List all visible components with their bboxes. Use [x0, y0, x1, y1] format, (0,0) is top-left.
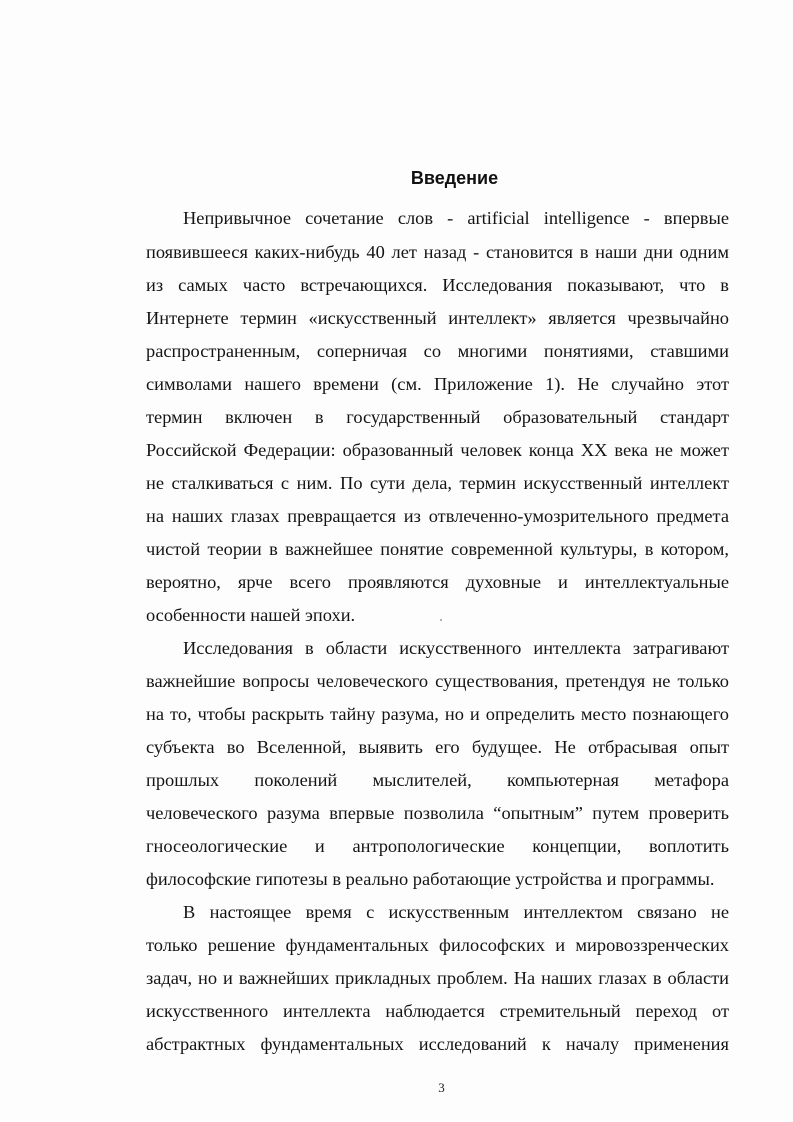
text-line: задач, но и важнейших прикладных проблем. На наших глазах в области — [146, 968, 729, 988]
text-line: Российской Федерации: образованный человек конца XX века не может — [146, 440, 729, 460]
text-line: термин включен в государственный образовательный стандарт — [146, 407, 729, 427]
scan-speck — [440, 619, 442, 621]
text-line: только решение фундаментальных философских и мировоззренческих — [146, 935, 729, 955]
text-line: прошлых поколений мыслителей, компьютерная метафора — [146, 770, 729, 790]
text-line: на наших глазах превращается из отвлеченно-умозрительного предмета — [146, 506, 729, 526]
text-line: философские гипотезы в реально работающие устройства и программы. — [146, 869, 715, 889]
text-line: появившееся каких-нибудь 40 лет назад - становится в наши дни одним — [146, 242, 729, 262]
page-number: 3 — [438, 1080, 445, 1095]
text-line: вероятно, ярче всего проявляются духовные и интеллектуальные — [146, 572, 729, 592]
text-line: на то, чтобы раскрыть тайну разума, но и определить место познающего — [146, 704, 729, 724]
text-line: символами нашего времени (см. Приложение 1). Не случайно этот — [146, 374, 729, 394]
text-line: Непривычное сочетание слов - artificial intelligence - впервые — [183, 208, 729, 228]
text-line: важнейшие вопросы человеческого существования, претендуя не только — [146, 671, 729, 691]
text-line: из самых часто встречающихся. Исследования показывают, что в — [146, 275, 729, 295]
text-line: Интернете термин «искусственный интеллект» является чрезвычайно — [146, 308, 729, 328]
text-line: распространенным, соперничая со многими понятиями, ставшими — [146, 341, 729, 361]
text-line: В настоящее время с искусственным интеллектом связано не — [183, 902, 729, 922]
text-line: гносеологические и антропологические концепции, воплотить — [146, 836, 729, 856]
text-line: человеческого разума впервые позволила “опытным” путем проверить — [146, 803, 729, 823]
text-line: субъекта во Вселенной, выявить его будущее. Не отбрасывая опыт — [146, 737, 729, 757]
text-line: особенности нашей эпохи. — [146, 605, 356, 625]
text-line: не сталкиваться с ним. По сути дела, термин искусственный интеллект — [146, 473, 729, 493]
text-line: чистой теории в важнейшее понятие современной культуры, в котором, — [146, 539, 729, 559]
text-line: искусственного интеллекта наблюдается стремительный переход от — [146, 1001, 729, 1021]
text-line: Исследования в области искусственного интеллекта затрагивают — [183, 638, 729, 658]
section-heading: Введение — [410, 168, 499, 188]
text-line: абстрактных фундаментальных исследований к началу применения — [146, 1034, 729, 1054]
